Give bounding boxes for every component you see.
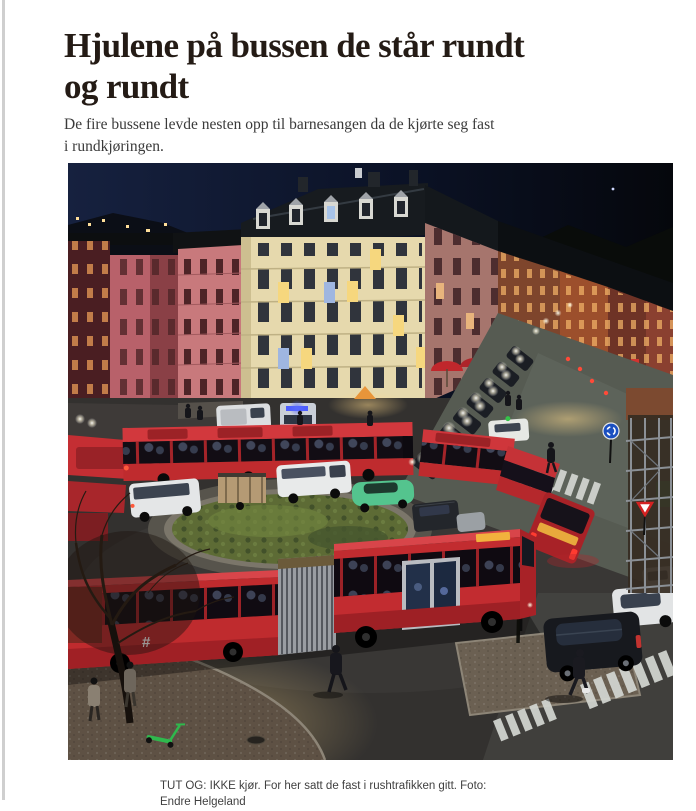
scaffolding (626, 388, 673, 593)
caption-line-1: TUT OG: IKKE kjør. For her satt de fast i rushtrafikken gitt. Foto: (160, 779, 487, 792)
page-left-rule (2, 0, 5, 800)
manhole-cover (247, 736, 265, 744)
headline-line-2: og rundt (64, 67, 189, 107)
lede-line-1: De fire bussene levde nesten opp til barnesangen da de kjørte seg fast (64, 115, 495, 133)
photo-scene (68, 163, 673, 760)
bus-bellows (278, 555, 336, 655)
headline-line-1: Hjulene på bussen de står rundt (64, 26, 525, 66)
article-lede (64, 114, 564, 158)
ruter-logo: # (142, 634, 151, 651)
caption-line-2: Endre Helgeland (160, 796, 246, 808)
article-photo[interactable] (68, 163, 673, 760)
bus-behind-roundabout (122, 422, 416, 486)
lede-line-2: i rundkjøringen. (64, 137, 164, 155)
page-title (64, 25, 654, 107)
dark-jeep (412, 500, 461, 533)
photo-caption (160, 778, 580, 811)
